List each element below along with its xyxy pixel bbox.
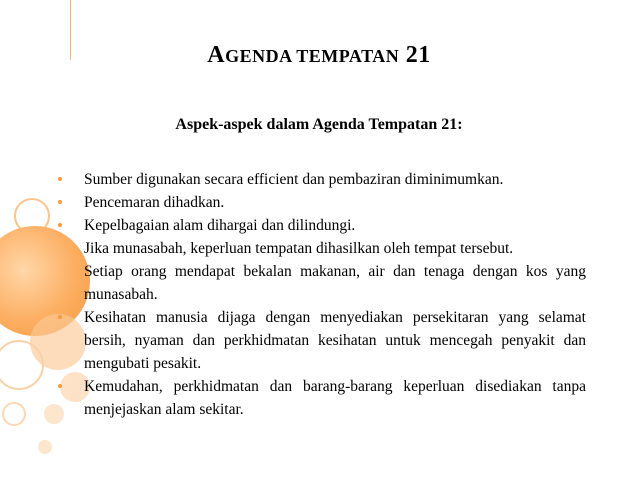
list-item [56, 168, 586, 191]
bullet-dot-icon [58, 315, 62, 319]
bullet-dot-icon [58, 200, 62, 204]
list-item [56, 237, 586, 260]
list-item [56, 260, 586, 306]
list-item-text: Kemudahan, perkhidmatan dan barang-barang keperluan disediakan tanpa menjejaskan alam sekitar. [84, 378, 586, 418]
slide-subtitle: Aspek-aspek dalam Agenda Tempatan 21: [175, 116, 463, 133]
list-item-text: Kepelbagaian alam dihargai dan dilindungi. [84, 217, 356, 234]
list-item-text: Pencemaran dihadkan. [84, 194, 225, 211]
list-item [56, 375, 586, 421]
bullet-dot-icon [58, 177, 62, 181]
list-item [56, 306, 586, 375]
title-number: 21 [405, 42, 431, 68]
list-item-text: Setiap orang mendapat bekalan makanan, air dan tenaga dengan kos yang munasabah. [84, 263, 586, 303]
bullet-list [56, 168, 586, 421]
decorative-ring [0, 340, 44, 390]
list-item [56, 191, 586, 214]
decorative-circle [38, 440, 52, 454]
list-item [56, 214, 586, 237]
bullet-dot-icon [58, 223, 62, 227]
decorative-ring [2, 402, 26, 426]
title-initial: A [207, 42, 226, 68]
list-item-text: Jika munasabah, keperluan tempatan dihasilkan oleh tempat tersebut. [84, 240, 514, 257]
title-text: GENDA TEMPATAN [225, 46, 400, 66]
slide-title [0, 42, 638, 69]
list-item-text: Sumber digunakan secara efficient dan pembaziran diminimumkan. [84, 171, 504, 188]
bullet-dot-icon [58, 384, 62, 388]
list-item-text: Kesihatan manusia dijaga dengan menyediakan persekitaran yang selamat bersih, nyaman dan perkhidmatan kesihatan untuk mencegah penyakit dan mengubati pesakit. [84, 309, 586, 372]
